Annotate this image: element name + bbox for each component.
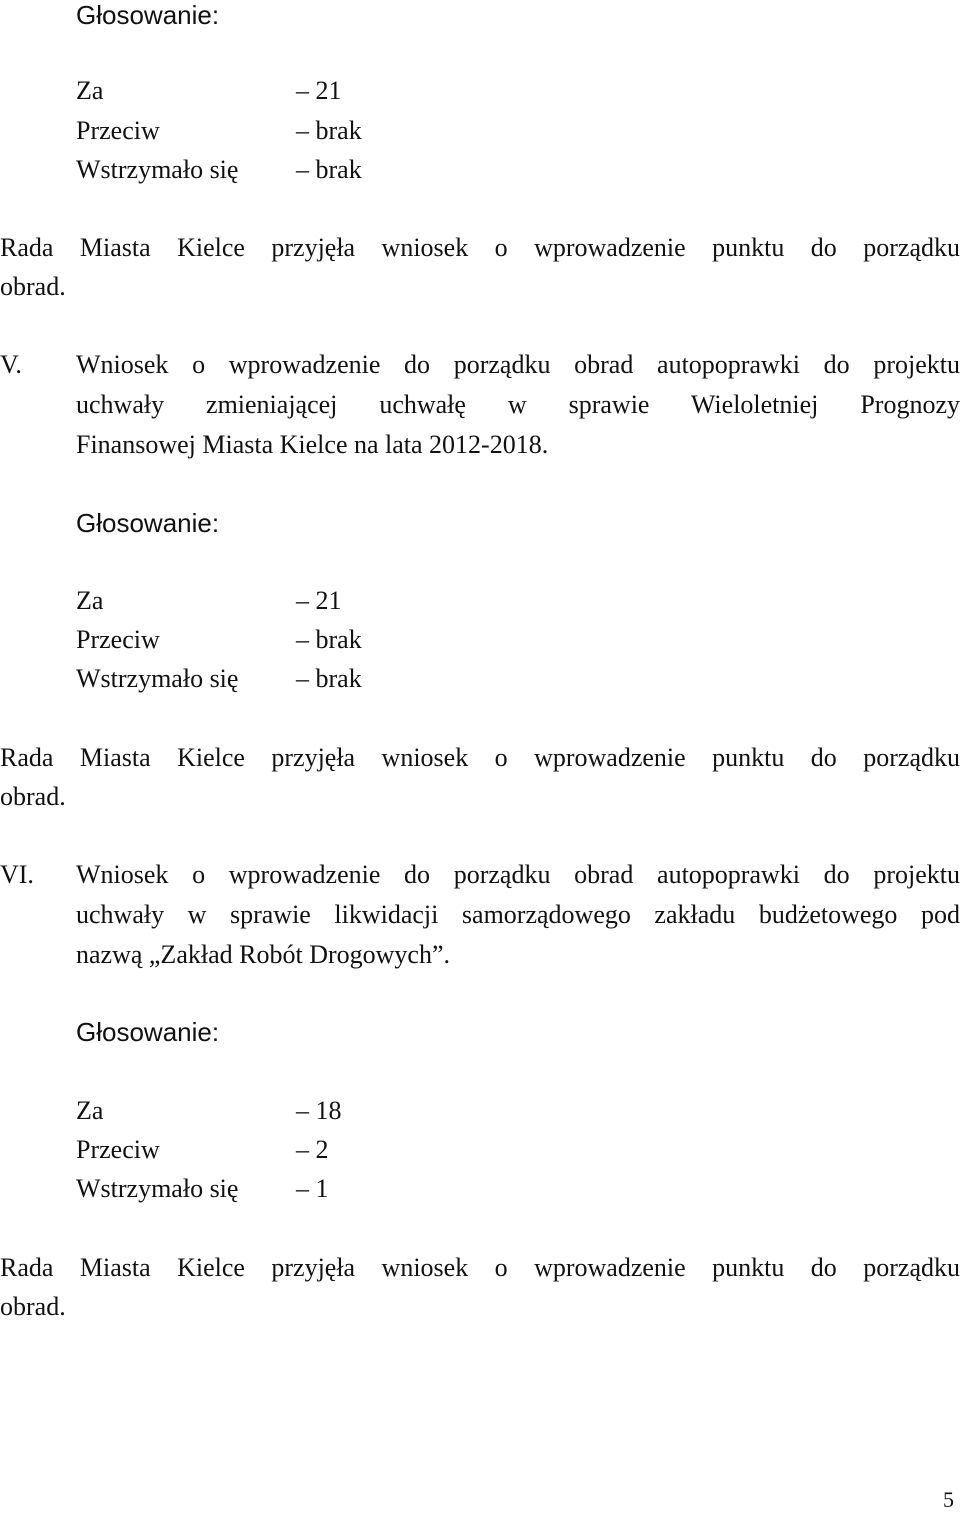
vote-label: Za (76, 76, 104, 105)
agenda-item-text (76, 855, 960, 975)
vote-row-przeciw (76, 1135, 476, 1165)
vote-label: Przeciw (76, 1135, 160, 1164)
agenda-item-text (76, 345, 960, 465)
vote-value: – 21 (296, 586, 342, 615)
vote-label: Wstrzymało się (76, 155, 239, 184)
agenda-item-line: Wniosek o wprowadzenie do porządku obrad autopoprawki do projektu (76, 350, 960, 379)
resolution-result-line: obrad. (0, 272, 66, 301)
vote-label: Przeciw (76, 625, 160, 654)
vote-value: – 1 (296, 1174, 329, 1203)
vote-row-przeciw (76, 116, 476, 146)
agenda-item-number: VI. (0, 860, 34, 889)
vote-label: Wstrzymało się (76, 1174, 239, 1203)
vote-label: Przeciw (76, 116, 160, 145)
resolution-result-line: obrad. (0, 1292, 66, 1321)
resolution-result-line: Rada Miasta Kielce przyjęła wniosek o wprowadzenie punktu do porządku (0, 743, 960, 772)
vote-row-za (76, 76, 476, 106)
agenda-item-number: V. (0, 350, 22, 379)
vote-value: – 2 (296, 1135, 329, 1164)
agenda-item-line: uchwały zmieniającej uchwałę w sprawie Wieloletniej Prognozy (76, 390, 960, 419)
resolution-result-line: Rada Miasta Kielce przyjęła wniosek o wprowadzenie punktu do porządku (0, 233, 960, 262)
vote-value: – brak (296, 116, 362, 145)
vote-row-wstrzymalo (76, 155, 476, 185)
resolution-result-line: obrad. (0, 782, 66, 811)
vote-label: Wstrzymało się (76, 664, 239, 693)
vote-row-przeciw (76, 625, 476, 655)
resolution-result-line: Rada Miasta Kielce przyjęła wniosek o wprowadzenie punktu do porządku (0, 1253, 960, 1282)
vote-value: – brak (296, 155, 362, 184)
voting-heading: Głosowanie: (76, 0, 220, 30)
vote-row-za (76, 1096, 476, 1126)
vote-label: Za (76, 586, 104, 615)
voting-heading: Głosowanie: (76, 508, 220, 538)
agenda-item-line: nazwą „Zakład Robót Drogowych”. (76, 940, 450, 969)
vote-label: Za (76, 1096, 104, 1125)
vote-value: – 18 (296, 1096, 342, 1125)
vote-row-wstrzymalo (76, 664, 476, 694)
vote-value: – 21 (296, 76, 342, 105)
vote-row-za (76, 586, 476, 616)
voting-heading: Głosowanie: (76, 1017, 220, 1047)
vote-row-wstrzymalo (76, 1174, 476, 1204)
agenda-item-line: Finansowej Miasta Kielce na lata 2012-2018. (76, 430, 549, 459)
vote-value: – brak (296, 625, 362, 654)
agenda-item-line: uchwały w sprawie likwidacji samorządowego zakładu budżetowego pod (76, 900, 960, 929)
vote-value: – brak (296, 664, 362, 693)
page-number: 5 (943, 1487, 954, 1512)
agenda-item-line: Wniosek o wprowadzenie do porządku obrad autopoprawki do projektu (76, 860, 960, 889)
